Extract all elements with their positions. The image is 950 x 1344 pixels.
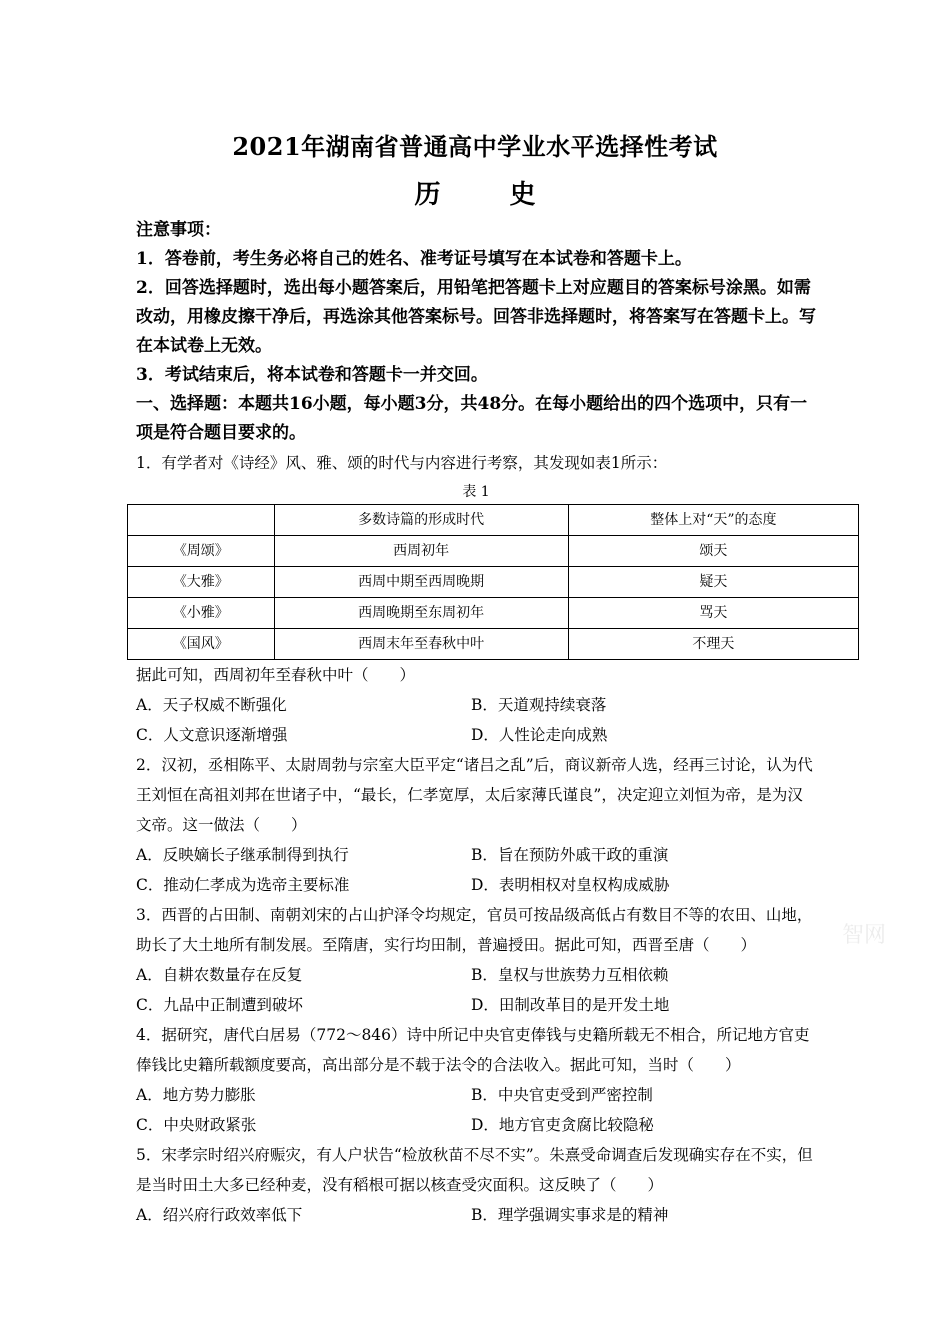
option-b: B．旨在预防外戚干政的重演 — [471, 846, 669, 864]
subject-title: 历 史 — [414, 180, 566, 210]
option-a: A．反映嫡长子继承制得到执行 — [136, 846, 349, 864]
option-d: D．人性论走向成熟 — [471, 726, 608, 744]
options — [136, 840, 816, 900]
question-text: 1．有学者对《诗经》风、雅、颂的时代与内容进行考察，其发现如表1所示： — [136, 454, 668, 472]
table-cell: 西周中期至西周晚期 — [274, 567, 568, 598]
option-c: C．推动仁孝成为选帝主要标准 — [136, 876, 350, 894]
option-d: D．地方官吏贪腐比较隐秘 — [471, 1116, 654, 1134]
note-2: 2．回答选择题时，选出每小题答案后，用铅笔把答题卡上对应题目的答案标号涂黑。如需改动，用橡皮擦干净后，再选涂其他答案标号。回答非选择题时，将答案写在答题卡上。写在本试卷上无效。 — [136, 278, 816, 356]
option-a: A．绍兴府行政效率低下 — [136, 1206, 303, 1224]
table-row — [128, 629, 859, 660]
table-header-cell: 整体上对“天”的态度 — [568, 505, 858, 536]
question-4 — [136, 1020, 816, 1140]
option-b: B．皇权与世族势力互相依赖 — [471, 966, 669, 984]
table-cell: 颂天 — [568, 536, 858, 567]
exam-content — [136, 216, 816, 1230]
option-c: C．人文意识逐渐增强 — [136, 726, 288, 744]
table-cell: 《周颂》 — [128, 536, 275, 567]
option-a: A．自耕农数量存在反复 — [136, 966, 303, 984]
watermark: 智网 — [842, 923, 887, 948]
table-header-cell: 多数诗篇的形成时代 — [274, 505, 568, 536]
question-stem: 据此可知，西周初年至春秋中叶（ ） — [136, 666, 416, 684]
option-c: C．中央财政紧张 — [136, 1116, 257, 1134]
table-cell: 《大雅》 — [128, 567, 275, 598]
table-header-row — [128, 505, 859, 536]
notes-heading: 注意事项： — [136, 220, 221, 240]
table-header-cell — [128, 505, 275, 536]
option-b: B．理学强调实事求是的精神 — [471, 1206, 669, 1224]
table-cell: 西周晚期至东周初年 — [274, 598, 568, 629]
option-a: A．地方势力膨胀 — [136, 1086, 256, 1104]
options — [136, 1200, 816, 1230]
table-cell: 西周末年至春秋中叶 — [274, 629, 568, 660]
option-d: D．表明相权对皇权构成威胁 — [471, 876, 670, 894]
section-heading: 一、选择题：本题共16小题，每小题3分，共48分。在每小题给出的四个选项中，只有一项是符合题目要求的。 — [136, 394, 808, 443]
table-cell: 《小雅》 — [128, 598, 275, 629]
question-1 — [136, 448, 816, 750]
question-5 — [136, 1140, 816, 1230]
table-cell: 西周初年 — [274, 536, 568, 567]
options — [136, 960, 816, 1020]
table-cell: 《国风》 — [128, 629, 275, 660]
question-text: 3．西晋的占田制、南朝刘宋的占山护泽令均规定，官员可按品级高低占有数目不等的农田、山地，助长了大土地所有制发展。至隋唐，实行均田制，普遍授田。据此可知，西晋至唐（ ） — [136, 906, 813, 954]
option-d: D．田制改革目的是开发土地 — [471, 996, 670, 1014]
option-a: A．天子权威不断强化 — [136, 696, 287, 714]
question-text: 2．汉初，丞相陈平、太尉周勃与宗室大臣平定“诸吕之乱”后，商议新帝人选，经再三讨论，认为代王刘恒在高祖刘邦在世诸子中，“最长，仁孝宽厚，太后家薄氏谨良”，决定迎立刘恒为帝，是为汉文帝。这一做法（ ） — [136, 756, 813, 834]
note-1: 1．答卷前，考生务必将自己的姓名、准考证号填写在本试卷和答题卡上。 — [136, 249, 692, 269]
table-row — [128, 536, 859, 567]
table-cell: 疑天 — [568, 567, 858, 598]
question-3 — [136, 900, 816, 1020]
option-b: B．天道观持续衰落 — [471, 696, 607, 714]
table-row — [128, 598, 859, 629]
option-c: C．九品中正制遭到破坏 — [136, 996, 303, 1014]
question-text: 4．据研究，唐代白居易（772～846）诗中所记中央官吏俸钱与史籍所载无不相合，所记地方官吏俸钱比史籍所载额度要高，高出部分是不载于法令的合法收入。据此可知，当时（ ） — [136, 1026, 810, 1074]
question-text: 5．宋孝宗时绍兴府赈灾，有人户状告“检放秋苗不尽不实”。朱熹受命调查后发现确实存在不实，但是当时田土大多已经种麦，没有稻根可据以核查受灾面积。这反映了（ ） — [136, 1146, 813, 1194]
exam-title: 2021年湖南省普通高中学业水平选择性考试 — [232, 132, 718, 161]
table-cell: 骂天 — [568, 598, 858, 629]
table-caption: 表 1 — [462, 484, 490, 500]
options — [136, 1080, 816, 1140]
table-row — [128, 567, 859, 598]
table-cell: 不理天 — [568, 629, 858, 660]
data-table — [127, 504, 859, 660]
note-3: 3．考试结束后，将本试卷和答题卡一并交回。 — [136, 365, 488, 385]
options — [136, 690, 816, 750]
option-b: B．中央官吏受到严密控制 — [471, 1086, 653, 1104]
question-2 — [136, 750, 816, 900]
